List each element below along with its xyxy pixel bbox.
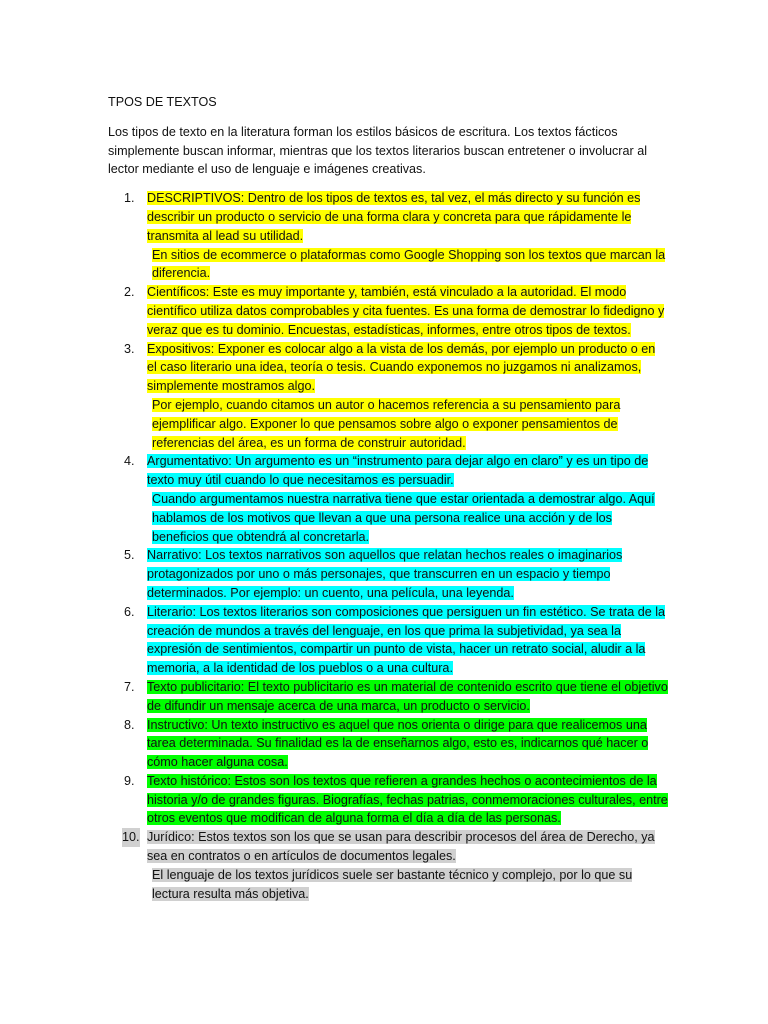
note-text: Por ejemplo, cuando citamos un autor o hacemos referencia a su pensamiento para ejemplificar algo. Exponer lo que pensamos sobre algo o exponer pensamientos de referencias del área, es un forma de construir autoridad. — [152, 397, 621, 450]
list-item-instructivo — [108, 716, 668, 772]
list-item-note — [108, 246, 668, 284]
list-item-expositivos — [108, 340, 668, 396]
list-number: 9. — [124, 773, 135, 788]
list-item-text: Narrativo: Los textos narrativos son aquellos que relatan hechos reales o imaginarios protagonizados por uno o más personajes, que transcurren en un espacio y tiempo determinados. Por ejemplo: un cuento, una película, una leyenda. — [147, 548, 623, 600]
text-types-list — [108, 189, 668, 903]
list-item-publicitario — [108, 678, 668, 716]
list-item-text: Instructivo: Un texto instructivo es aquel que nos orienta o dirige para que realicemos una tarea determinada. Su finalidad es la de enseñarnos algo, esto es, indicarnos qué hacer o cómo hacer alguna cosa. — [147, 717, 649, 770]
list-number: 4. — [124, 454, 135, 469]
list-item-text: Científicos: Este es muy importante y, también, está vinculado a la autoridad. El modo científico utiliza datos comprobables y cita fuentes. Es una forma de demostrar lo fidedigno y veraz que es tu dominio. Encuestas, estadísticas, informes, entre otros tipos de textos. — [147, 285, 665, 337]
list-number: 1. — [124, 191, 135, 206]
list-number: 8. — [124, 717, 135, 732]
intro-paragraph: Los tipos de texto en la literatura forman los estilos básicos de escritura. Los textos fácticos simplemente buscan informar, mientras que los textos literarios buscan entretener o involucrar al lector mediante el uso de lenguaje e imágenes creativas. — [108, 124, 647, 177]
list-item-argumentativo — [108, 452, 668, 490]
document-page — [108, 93, 668, 903]
list-item-text: Literario: Los textos literarios son composiciones que persiguen un fin estético. Se trata de la creación de mundos a través del lenguaje, en los que prima la subjetividad, ya sea la expresión de sentimientos, compartir un punto de vista, hacer un retrato social, aludir a la memoria, a la identidad de los pueblos o a una cultura. — [147, 604, 666, 676]
list-number: 5. — [124, 548, 135, 563]
list-item-text: Texto publicitario: El texto publicitario es un material de contenido escrito que tiene el objetivo de difundir un mensaje acerca de una marca, un producto o servicio. — [147, 679, 668, 713]
list-item-text: Jurídico: Estos textos son los que se usan para describir procesos del área de Derecho, ya sea en contratos o en artículos de documentos legales. — [147, 830, 655, 864]
note-text: Cuando argumentamos nuestra narrativa tiene que estar orientada a demostrar algo. Aquí hablamos de los motivos que llevan a que una persona realice una acción y de los beneficios que obtendrá al concretarla. — [152, 491, 655, 544]
list-number: 10. — [122, 828, 140, 847]
list-item-note — [108, 866, 668, 904]
list-item-text: Texto histórico: Estos son los textos que refieren a grandes hechos o acontecimientos de la historia y/o de grandes figuras. Biografías, fechas patrias, conmemoraciones culturales, entre otros eventos que modifican de alguna forma el día a día de las personas. — [147, 773, 668, 826]
list-number: 7. — [124, 679, 135, 694]
list-item-historico — [108, 772, 668, 828]
list-item-descriptivos — [108, 189, 668, 245]
list-number: 2. — [124, 285, 135, 300]
list-item-juridico — [108, 828, 668, 866]
list-item-text: DESCRIPTIVOS: Dentro de los tipos de textos es, tal vez, el más directo y su función es describir un producto o servicio de una forma clara y concreta para que rápidamente le transmita al lead su utilidad. — [147, 191, 641, 243]
list-item-note — [108, 396, 668, 452]
list-item-narrativo — [108, 546, 668, 602]
list-item-literario — [108, 603, 668, 678]
list-item-cientificos — [108, 283, 668, 339]
list-item-text: Expositivos: Exponer es colocar algo a la vista de los demás, por ejemplo un producto o en el caso literario una idea, teoría o tesis. Cuando exponemos no juzgamos ni analizamos, simplemente mostramos algo. — [147, 341, 656, 394]
document-title: TPOS DE TEXTOS — [108, 95, 217, 109]
list-item-text: Argumentativo: Un argumento es un “instrumento para dejar algo en claro” y es un tipo de texto muy útil cuando lo que necesitamos es persuadir. — [147, 454, 649, 488]
note-text: El lenguaje de los textos jurídicos suele ser bastante técnico y complejo, por lo que su lectura resulta más objetiva. — [152, 867, 633, 901]
note-text: En sitios de ecommerce o plataformas como Google Shopping son los textos que marcan la diferencia. — [152, 247, 666, 281]
list-number: 6. — [124, 604, 135, 619]
list-item-note — [108, 490, 668, 546]
list-number: 3. — [124, 341, 135, 356]
